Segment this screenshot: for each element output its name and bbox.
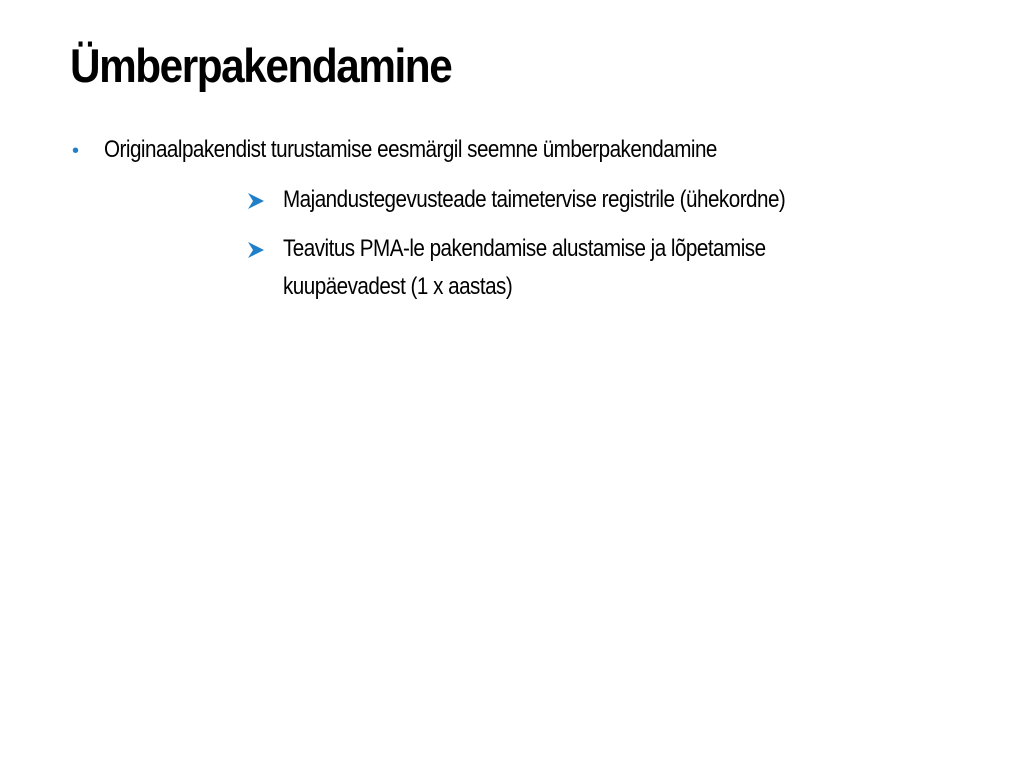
sub-bullet-text-line-2: kuupäevadest (1 x aastas): [283, 273, 513, 300]
arrow-bullet-icon: [247, 192, 265, 210]
sub-bullet-text-line-1: Teavitus PMA-le pakendamise alustamise ja lõpetamise: [283, 235, 766, 262]
dot-bullet-icon: •: [72, 140, 80, 162]
arrow-bullet-icon: [247, 241, 265, 259]
sub-bullet-text: Majandustegevusteade taimetervise registrile (ühekordne): [283, 186, 786, 213]
bullet-text: Originaalpakendist turustamise eesmärgil seemne ümberpakendamine: [104, 136, 717, 163]
slide-title: Ümberpakendamine: [70, 39, 452, 92]
